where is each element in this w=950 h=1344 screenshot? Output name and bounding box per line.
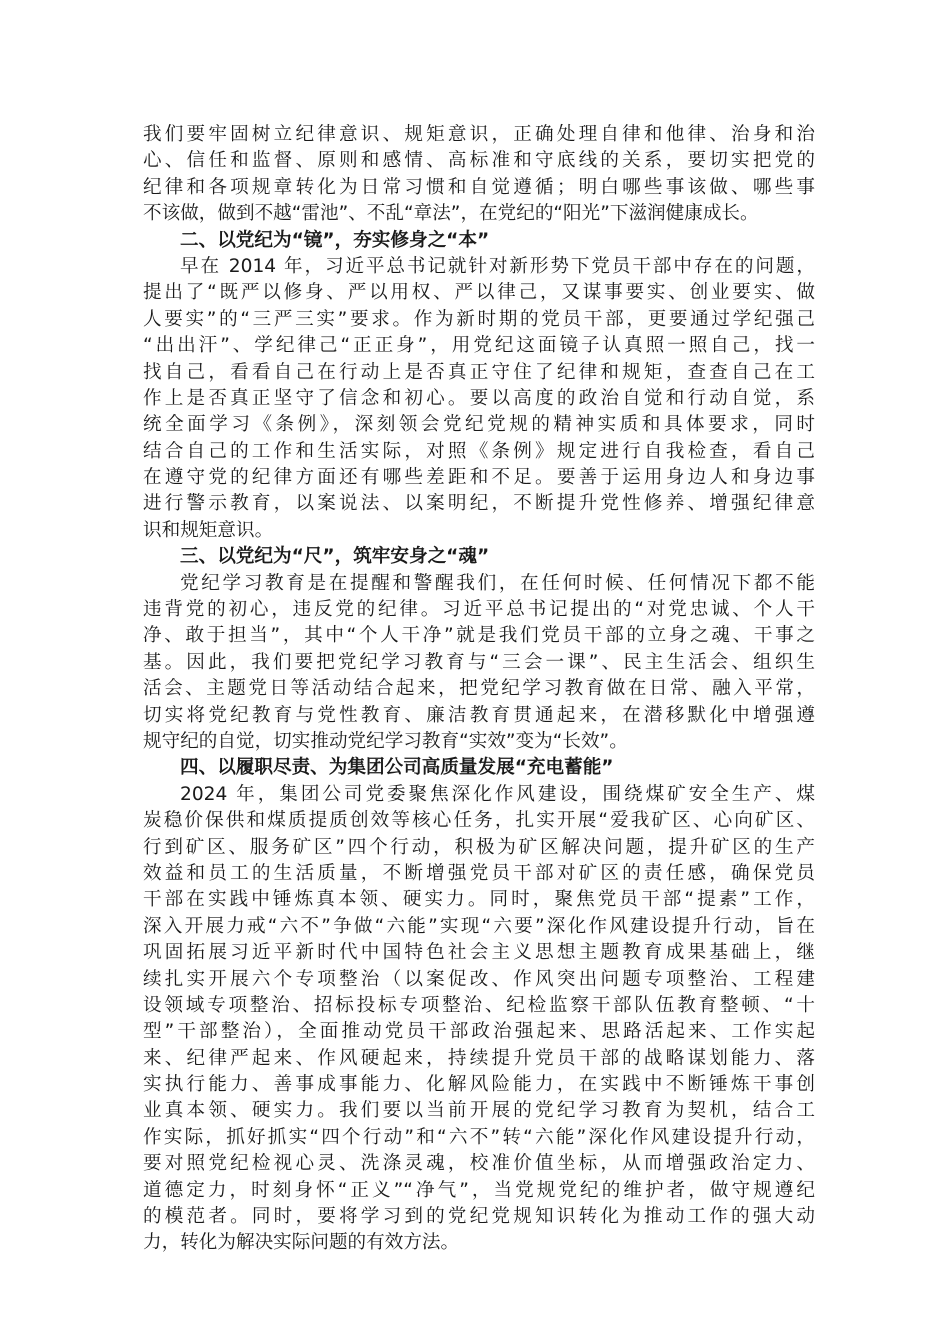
paragraph-last-line: 力，转化为解决实际问题的有效方法。: [143, 1232, 460, 1254]
paragraph-line: 找自己，看看自己在行动上是否真正守住了纪律和规矩，查查自己在工: [143, 361, 815, 383]
paragraph-line: 纪律和各项规章转化为日常习惯和自觉遵循；明白哪些事该做、哪些事: [143, 176, 815, 198]
paragraph-line: 切实将党纪教育与党性教育、廉洁教育贯通起来，在潜移默化中增强遵: [143, 704, 815, 726]
paragraph-line: 的模范者。同时，要将学习到的党纪党规知识转化为推动工作的强大动: [143, 1206, 815, 1228]
paragraph-line: 道德定力，时刻身怀“正义”“净气”，当党规党纪的维护者，做守规遵纪: [143, 1179, 815, 1201]
paragraph-last-line: 不该做，做到不越“雷池”、不乱“章法”，在党纪的“阳光”下滋润健康成长。: [143, 203, 759, 225]
paragraph-line: 要对照党纪检视心灵、洗涤灵魂，校准价值坐标，从而增强政治定力、: [143, 1153, 815, 1175]
paragraph-line: 进行警示教育，以案说法、以案明纪，不断提升党性修养、增强纪律意: [143, 493, 815, 515]
section-heading: 二、以党纪为“镜”，夯实修身之“本”: [180, 229, 490, 251]
paragraph-line: 续扎实开展六个专项整治（以案促改、作风突出问题专项整治、工程建: [143, 968, 815, 990]
document-page: [143, 122, 815, 1257]
paragraph-last-line: 识和规矩意识。: [143, 519, 274, 541]
paragraph-line: 作实际，抓好抓实“四个行动”和“六不”转“六能”深化作风建设提升行动，: [143, 1126, 815, 1148]
paragraph-line: 炭稳价保供和煤质提质创效等核心任务，扎实开展“爱我矿区、心向矿区、: [143, 810, 815, 832]
paragraph-first-line: 早在 2014 年，习近平总书记就针对新形势下党员干部中存在的问题，: [180, 255, 815, 277]
section-heading: 三、以党纪为“尺”，筑牢安身之“魂”: [180, 546, 490, 568]
paragraph-line: 净、敢于担当”，其中“个人干净”就是我们党员干部的立身之魂、干事之: [143, 625, 815, 647]
paragraph-first-line: 2024 年，集团公司党委聚焦深化作风建设，围绕煤矿安全生产、煤: [180, 783, 815, 805]
paragraph-line: 业真本领、硬实力。我们要以当前开展的党纪学习教育为契机，结合工: [143, 1100, 815, 1122]
paragraph-line: 巩固拓展习近平新时代中国特色社会主义思想主题教育成果基础上，继: [143, 942, 815, 964]
paragraph-line: 违背党的初心，违反党的纪律。习近平总书记提出的“对党忠诚、个人干: [143, 599, 815, 621]
paragraph-line: 结合自己的工作和生活实际，对照《条例》规定进行自我检查，看自己: [143, 440, 815, 462]
paragraph-line: 提出了“既严以修身、严以用权、严以律己，又谋事要实、创业要实、做: [143, 282, 815, 304]
paragraph-line: 我们要牢固树立纪律意识、规矩意识，正确处理自律和他律、治身和治: [143, 124, 815, 145]
paragraph-first-line: 党纪学习教育是在提醒和警醒我们，在任何时候、任何情况下都不能: [180, 572, 815, 594]
paragraph-line: 活会、主题党日等活动结合起来，把党纪学习教育做在日常、融入平常，: [143, 678, 815, 700]
paragraph-line: 干部在实践中锤炼真本领、硬实力。同时，聚焦党员干部“提素”工作，: [143, 889, 815, 911]
paragraph-line: 人要实”的“三严三实”要求。作为新时期的党员干部，更要通过学纪强己: [143, 308, 815, 330]
paragraph-line: 深入开展力戒“六不”争做“六能”实现“六要”深化作风建设提升行动，旨在: [143, 915, 815, 937]
paragraph-line: 实执行能力、善事成事能力、化解风险能力，在实践中不断锤炼干事创: [143, 1074, 815, 1096]
section-heading: 四、以履职尽责、为集团公司高质量发展“充电蓄能”: [180, 757, 614, 779]
paragraph-line: 统全面学习《条例》，深刻领会党纪党规的精神实质和具体要求，同时: [143, 414, 815, 436]
paragraph-line: 型”干部整治），全面推动党员干部政治强起来、思路活起来、工作实起: [143, 1021, 815, 1043]
paragraph-last-line: 规守纪的自觉，切实推动党纪学习教育“实效”变为“长效”。: [143, 730, 628, 752]
paragraph-line: “出出汗”、学纪律己“正正身”，用党纪这面镜子认真照一照自己，找一: [143, 335, 815, 357]
paragraph-line: 基。因此，我们要把党纪学习教育与“三会一课”、民主生活会、组织生: [143, 651, 815, 673]
paragraph-line: 在遵守党的纪律方面还有哪些差距和不足。要善于运用身边人和身边事: [143, 467, 815, 489]
paragraph-line: 来、纪律严起来、作风硬起来，持续提升党员干部的战略谋划能力、落: [143, 1047, 815, 1069]
paragraph-line: 设领域专项整治、招标投标专项整治、纪检监察干部队伍教育整顿、“十: [143, 994, 815, 1016]
paragraph-line: 作上是否真正坚守了信念和初心。要以高度的政治自觉和行动自觉，系: [143, 387, 815, 409]
paragraph-line: 心、信任和监督、原则和感情、高标准和守底线的关系，要切实把党的: [143, 150, 815, 172]
paragraph-line: 行到矿区、服务矿区”四个行动，积极为矿区解决问题，提升矿区的生产: [143, 836, 815, 858]
paragraph-line: 效益和员工的生活质量，不断增强党员干部对矿区的责任感，确保党员: [143, 862, 815, 884]
